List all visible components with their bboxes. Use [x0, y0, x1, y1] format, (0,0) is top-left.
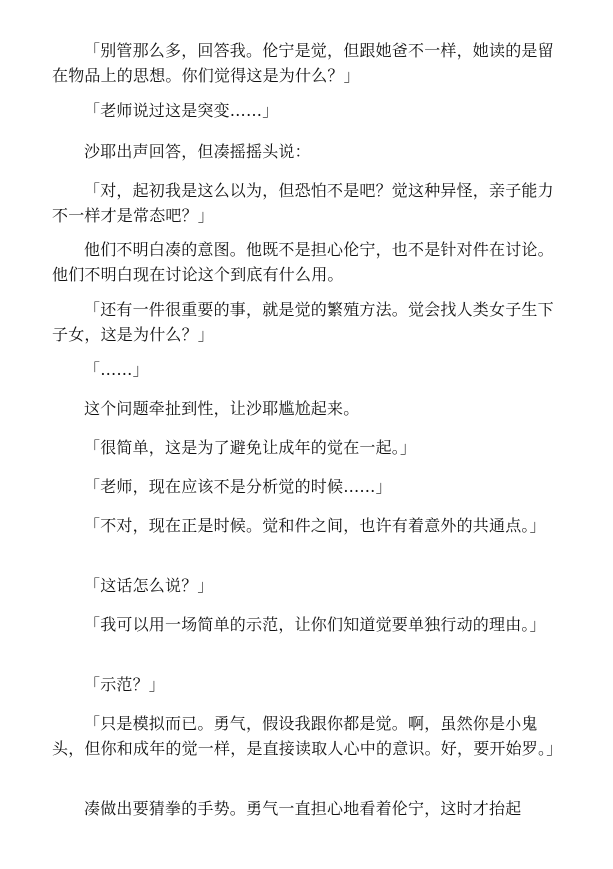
paragraph-9: 「很简单，这是为了避免让成年的觉在一起。」 — [84, 438, 417, 457]
paragraph-6: 「还有一件很重要的事，就是觉的繁殖方法。觉会找人类女子生下子女，这是为什么？」 — [52, 300, 554, 344]
paragraph-14: 「示范？」 — [84, 675, 166, 694]
paragraph-15: 「只是模拟而已。勇气，假设我跟你都是觉。啊，虽然你是小鬼头，但你和成年的觉一样，是直接读取人心中的意识。好，要开始罗。」 — [52, 714, 563, 758]
paragraph-13: 「我可以用一场简单的示范，让你们知道觉要单独行动的理由。」 — [84, 615, 546, 634]
paragraph-7: 「……」 — [84, 360, 149, 379]
paragraph-5: 他们不明白凑的意图。他既不是担心伦宁，也不是针对件在讨论。他们不明白现在讨论这个到底有什么用。 — [52, 240, 554, 284]
paragraph-8: 这个问题牵扯到性，让沙耶尴尬起来。 — [84, 399, 360, 418]
paragraph-2: 「老师说过这是突变……」 — [84, 101, 279, 120]
paragraph-1: 「别管那么多，回答我。伦宁是觉，但跟她爸不一样，她读的是留在物品上的思想。你们觉得这是为什么？」 — [52, 41, 554, 85]
paragraph-11: 「不对，现在正是时候。觉和件之间，也许有着意外的共通点。」 — [84, 516, 546, 535]
paragraph-3: 沙耶出声回答，但凑摇摇头说： — [84, 142, 311, 161]
paragraph-16: 凑做出要猜拳的手势。勇气一直担心地看着伦宁，这时才抬起 — [84, 799, 522, 818]
paragraph-12: 「这话怎么说？」 — [84, 576, 214, 595]
paragraph-10: 「老师，现在应该不是分析觉的时候……」 — [84, 477, 392, 496]
paragraph-4: 「对，起初我是这么以为，但恐怕不是吧？觉这种异怪，亲子能力不一样才是常态吧？」 — [52, 181, 554, 225]
